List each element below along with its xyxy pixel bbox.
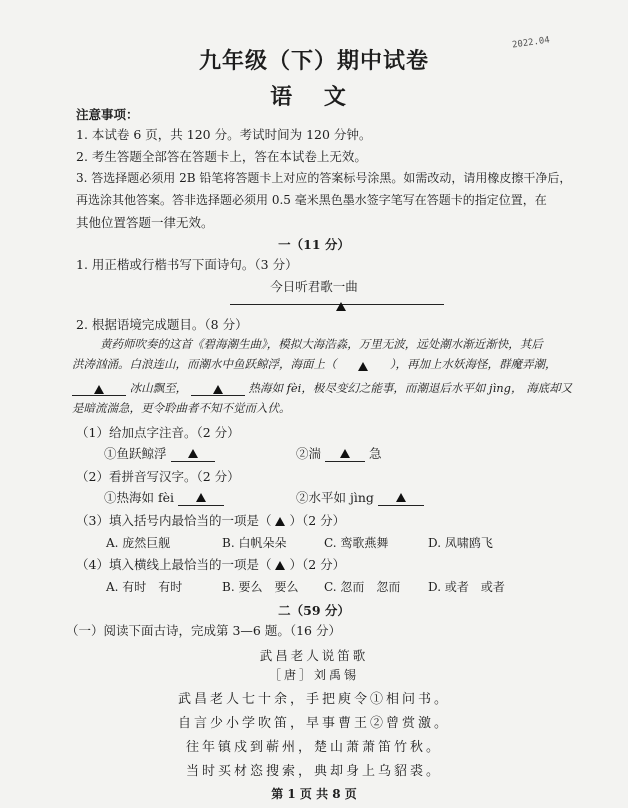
answer-marker-icon (213, 385, 223, 394)
section2-heading: 二（59 分） (278, 603, 350, 618)
option-3c[interactable]: C. 鸾歌燕舞 (324, 536, 389, 550)
option-4a[interactable]: A. 有时 有时 (106, 580, 183, 594)
passage-line-3a: 冰山飘至， (129, 381, 188, 395)
sub-question-1-a (104, 444, 215, 462)
notice-heading: 注意事项： (76, 107, 139, 122)
answer-marker-icon (188, 449, 198, 458)
sub-question-3-end: ）（2 分） (289, 513, 346, 528)
notice-item-1: 1. 本试卷 6 页，共 120 分。考试时间为 120 分钟。 (76, 127, 372, 142)
fill-blank-6[interactable] (378, 488, 424, 506)
question-1: 1. 用正楷或行楷书写下面诗句。（3 分） (76, 257, 298, 272)
notice-item-3-line1: 3. 答选择题必须用 2B 铅笔将答题卡上对应的答案标号涂黑。如需改动，请用橡皮擦干净后， (76, 171, 572, 185)
option-3b[interactable]: B. 白帆朵朵 (222, 536, 287, 550)
poem-line: 自言少小学吹笛，早事曹王②曾赏激。 (177, 716, 450, 731)
notice-item-3-line2: 再选涂其他答案。答非选择题必须用 0.5 毫米黑色墨水签字笔写在答题卡的指定位置，在 (76, 193, 547, 207)
answer-marker-icon (336, 296, 346, 315)
sub-question-2-a (104, 488, 224, 506)
passage-line-4: 是暗流湍急，更令聆曲者不知不觉而入伏。 (72, 401, 291, 415)
notice-item-2: 2. 考生答题全部答在答题卡上，答在本试卷上无效。 (76, 149, 367, 164)
fill-blank-4[interactable] (325, 444, 365, 462)
answer-marker-icon (275, 517, 285, 526)
option-4b[interactable]: B. 要么 要么 (222, 580, 299, 594)
sub-question-2-b (296, 488, 424, 506)
answer-marker-icon (358, 362, 368, 371)
question-2: 2. 根据语境完成题目。（8 分） (76, 317, 248, 332)
exam-subject: 语 文 (270, 84, 358, 110)
poem-author: ［唐］刘禹锡 (268, 668, 359, 682)
fill-blank-5[interactable] (178, 488, 224, 506)
sub-question-4-text: （4）填入横线上最恰当的一项是（ (76, 557, 272, 572)
option-3a[interactable]: A. 庞然巨舰 (106, 536, 171, 550)
option-4d[interactable]: D. 或者 或者 (428, 580, 505, 594)
fill-blank-3[interactable] (171, 444, 215, 462)
exam-title: 九年级（下）期中试卷 (198, 48, 429, 74)
sub-question-4-end: ）（2 分） (289, 557, 346, 572)
sub-question-1-b (296, 444, 382, 462)
passage-line-3 (72, 380, 572, 396)
poem-line: 往年镇戍到蕲州，楚山萧萧笛竹秋。 (185, 740, 442, 755)
fill-blank-1[interactable] (72, 381, 126, 396)
answer-marker-icon (196, 493, 206, 502)
passage-line-2 (72, 356, 557, 372)
passage-line-3b: 热海如 fèi，极尽变幻之能事，而潮退后水平如 jìng， (248, 381, 523, 395)
passage-line-3c: 海底却又 (526, 381, 573, 395)
notice-item-3-line3: 其他位置答题一律无效。 (76, 215, 214, 230)
sub-question-2: （2）看拼音写汉字。（2 分） (76, 469, 240, 484)
sub-question-4 (76, 556, 345, 573)
option-4c[interactable]: C. 忽而 忽而 (324, 580, 401, 594)
passage-line-2b: ），再加上水妖海怪，群魔弄潮， (389, 357, 557, 371)
bracket-blank[interactable] (340, 358, 386, 372)
sub-question-2-b-text: ②水平如 jìng (296, 490, 374, 505)
answer-marker-icon (275, 561, 285, 570)
sub-question-3 (76, 512, 345, 529)
poem-title: 武昌老人说笛歌 (259, 648, 369, 663)
option-3d[interactable]: D. 凤啸鸥飞 (428, 536, 493, 550)
date-stamp: 2022.04 (511, 35, 551, 51)
poem-line: 武昌老人七十余，手把庾令①相问书。 (177, 692, 450, 707)
fill-blank-2[interactable] (191, 381, 245, 396)
sub-question-3-text: （3）填入括号内最恰当的一项是（ (76, 513, 272, 528)
section2-part1: （一）阅读下面古诗，完成第 3—6 题。（16 分） (66, 623, 341, 638)
passage-line-2a: 洪涛汹涌。白浪连山，而潮水中鱼跃鲸浮，海面上（ (72, 357, 337, 371)
sub-question-1-b-text: ②湍 (296, 446, 322, 461)
answer-marker-icon (396, 493, 406, 502)
answer-marker-icon (340, 449, 350, 458)
sub-question-1-a-text: ①鱼跃鲸浮 (104, 446, 167, 461)
question-1-poem: 今日听君歌一曲 (270, 279, 358, 294)
passage-line-1: 黄药师吹奏的这首《碧海潮生曲》，模拟大海浩淼，万里无波，远处潮水渐近渐快，其后 (100, 337, 543, 351)
sub-question-2-a-text: ①热海如 fèi (104, 490, 174, 505)
section1-heading: 一（11 分） (278, 237, 350, 252)
answer-marker-icon (94, 385, 104, 394)
poem-line: 当时买材恣搜索，典却身上乌貂裘。 (185, 764, 442, 779)
sub-question-1: （1）给加点字注音。（2 分） (76, 425, 240, 440)
page-number: 第 1 页 共 8 页 (271, 787, 357, 801)
sub-question-1-b-text2: 急 (368, 446, 382, 461)
